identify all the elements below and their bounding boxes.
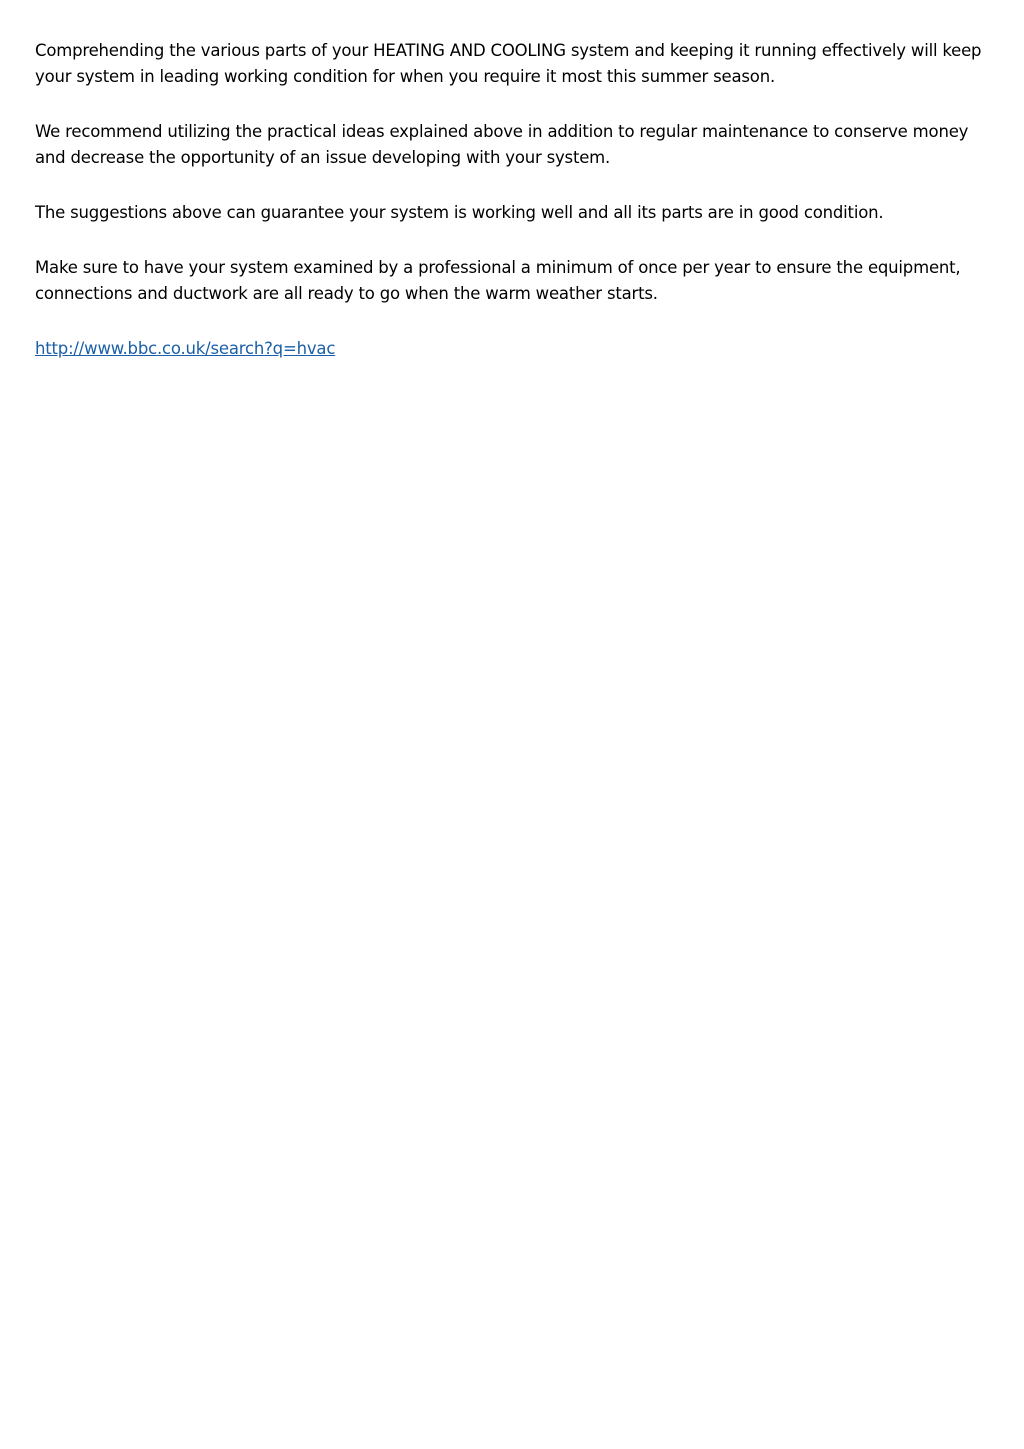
paragraph-maintenance-recommendation: We recommend utilizing the practical ideas explained above in addition to regular maintenance to conserve money and decrease the opportunity of an issue developing with your system. [35, 122, 969, 167]
paragraph-heating-cooling-intro: Comprehending the various parts of your HEATING AND COOLING system and keeping it running effectively will keep your system in leading working condition for when you require it most this summer season. [35, 41, 982, 86]
paragraph-suggestions: The suggestions above can guarantee your system is working well and all its parts are in good condition. [35, 203, 884, 222]
link-line [35, 336, 995, 362]
paragraph-professional-inspection: Make sure to have your system examined by a professional a minimum of once per year to ensure the equipment, connections and ductwork are all ready to go when the warm weather starts. [35, 258, 961, 303]
document-body [35, 38, 995, 362]
bbc-search-link[interactable]: http://www.bbc.co.uk/search?q=hvac [35, 339, 336, 358]
